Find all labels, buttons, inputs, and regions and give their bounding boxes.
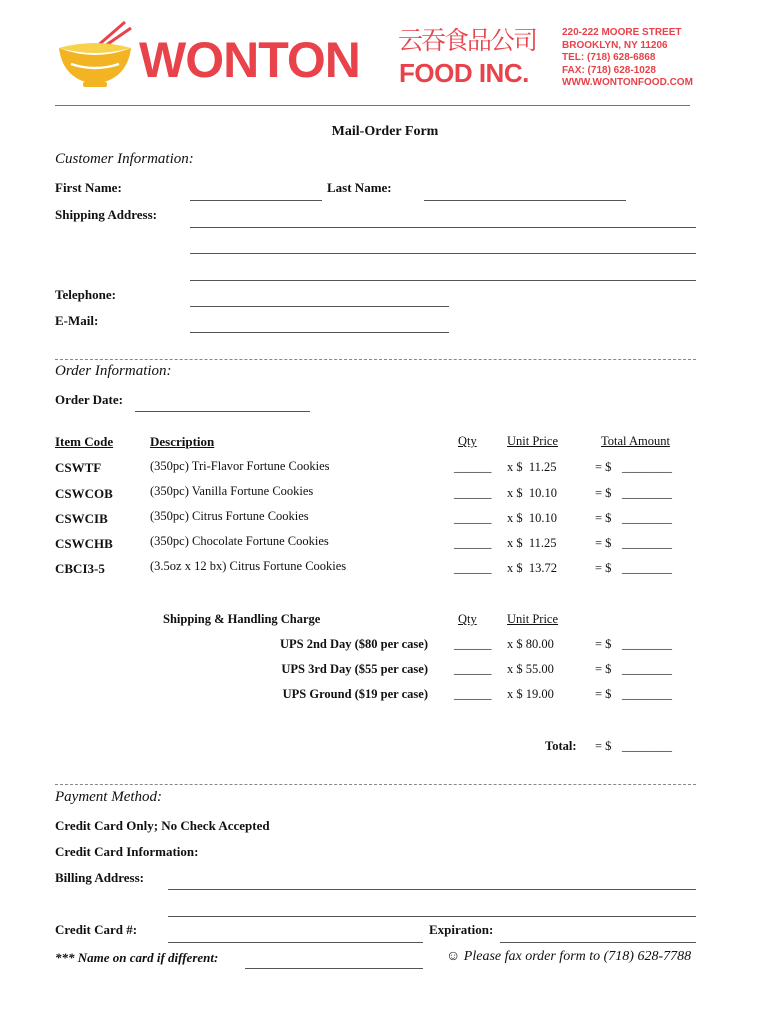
- address-city: BROOKLYN, NY 11206: [562, 39, 668, 51]
- item-qty-field[interactable]: ______: [454, 511, 492, 525]
- total-label: Total:: [545, 739, 577, 753]
- item-code: CSWCIB: [55, 511, 108, 526]
- item-unit-price: x $ 11.25: [507, 460, 557, 474]
- total-equals: = $: [595, 739, 612, 753]
- email-field[interactable]: [190, 332, 449, 333]
- item-equals: = $: [595, 486, 612, 500]
- shipping-total-field[interactable]: ________: [622, 687, 672, 701]
- order-date-field[interactable]: [135, 411, 310, 412]
- item-equals: = $: [595, 460, 612, 474]
- header-divider: [55, 105, 690, 106]
- shipping-unit-price: x $ 19.00: [507, 687, 554, 701]
- credit-card-number-label: Credit Card #:: [55, 922, 138, 937]
- shipping-label: UPS Ground ($19 per case): [282, 687, 428, 701]
- item-description: (350pc) Chocolate Fortune Cookies: [150, 534, 329, 548]
- logo-text: WONTON: [139, 32, 360, 88]
- item-unit-price: x $ 10.10: [507, 511, 557, 525]
- column-qty: Qty: [458, 434, 477, 448]
- item-description: (350pc) Tri-Flavor Fortune Cookies: [150, 459, 330, 473]
- shipping-total-field[interactable]: ________: [622, 637, 672, 651]
- item-total-field[interactable]: ________: [622, 460, 672, 474]
- item-description: (350pc) Vanilla Fortune Cookies: [150, 484, 314, 498]
- order-heading: Order Information:: [55, 363, 172, 379]
- shipping-qty-field[interactable]: ______: [454, 662, 492, 676]
- address-web: WWW.WONTONFOOD.COM: [562, 77, 693, 88]
- item-qty-field[interactable]: ______: [454, 486, 492, 500]
- item-qty-field[interactable]: ______: [454, 561, 492, 575]
- company-address: [562, 27, 702, 90]
- item-unit-price: x $ 11.25: [507, 536, 557, 550]
- payment-heading: Payment Method:: [55, 789, 163, 805]
- billing-address-field-2[interactable]: [168, 916, 696, 917]
- column-item-code: Item Code: [55, 434, 114, 449]
- shipping-address-field-1[interactable]: [190, 227, 696, 228]
- item-equals: = $: [595, 561, 612, 575]
- fax-note: ☺ Please fax order form to (718) 628-7788: [446, 949, 692, 964]
- shipping-unit-price: x $ 55.00: [507, 662, 554, 676]
- expiration-field[interactable]: [500, 942, 696, 943]
- logo: [55, 18, 555, 90]
- shipping-equals: = $: [595, 637, 612, 651]
- item-equals: = $: [595, 511, 612, 525]
- shipping-heading: Shipping & Handling Charge: [163, 612, 321, 626]
- credit-card-info-label: Credit Card Information:: [55, 844, 199, 859]
- billing-address-field-1[interactable]: [168, 889, 696, 890]
- item-code: CSWCOB: [55, 486, 113, 501]
- column-unit-price: Unit Price: [507, 434, 559, 448]
- shipping-address-label: Shipping Address:: [55, 207, 158, 222]
- item-code: CSWCHB: [55, 536, 113, 551]
- shipping-qty-header: Qty: [458, 612, 477, 626]
- address-street: 220-222 MOORE STREET: [562, 27, 682, 38]
- name-on-card-field[interactable]: [245, 968, 423, 969]
- chinese-name: 云吞食品公司: [398, 26, 537, 55]
- shipping-equals: = $: [595, 662, 612, 676]
- shipping-address-field-2[interactable]: [190, 253, 696, 254]
- last-name-field[interactable]: [424, 200, 626, 201]
- section-divider: [55, 784, 696, 785]
- item-code: CBCI3-5: [55, 561, 105, 576]
- item-total-field[interactable]: ________: [622, 536, 672, 550]
- bowl-logo-icon: [55, 18, 135, 90]
- item-description: (350pc) Citrus Fortune Cookies: [150, 509, 309, 523]
- address-tel: TEL: (718) 628-6868: [562, 52, 656, 63]
- item-total-field[interactable]: ________: [622, 486, 672, 500]
- shipping-label: UPS 2nd Day ($80 per case): [279, 637, 428, 651]
- shipping-qty-field[interactable]: ______: [454, 637, 492, 651]
- item-code: CSWTF: [55, 460, 102, 475]
- section-divider: [55, 359, 696, 360]
- credit-card-number-field[interactable]: [168, 942, 423, 943]
- item-qty-field[interactable]: ______: [454, 460, 492, 474]
- first-name-field[interactable]: [190, 200, 322, 201]
- telephone-field[interactable]: [190, 306, 449, 307]
- item-qty-field[interactable]: ______: [454, 536, 492, 550]
- item-unit-price: x $ 13.72: [507, 561, 557, 575]
- email-label: E-Mail:: [55, 313, 99, 328]
- shipping-label: UPS 3rd Day ($55 per case): [281, 662, 428, 676]
- form-title: Mail-Order Form: [331, 124, 439, 139]
- logo-sub: FOOD INC.: [399, 58, 529, 88]
- telephone-label: Telephone:: [55, 287, 116, 302]
- shipping-equals: = $: [595, 687, 612, 701]
- item-total-field[interactable]: ________: [622, 511, 672, 525]
- billing-address-label: Billing Address:: [55, 870, 144, 885]
- name-on-card-label: *** Name on card if different:: [55, 950, 219, 965]
- shipping-unit-price: x $ 80.00: [507, 637, 554, 651]
- item-unit-price: x $ 10.10: [507, 486, 557, 500]
- total-field[interactable]: ________: [622, 739, 672, 753]
- column-description: Description: [150, 434, 215, 449]
- item-description: (3.5oz x 12 bx) Citrus Fortune Cookies: [150, 559, 347, 573]
- shipping-address-field-3[interactable]: [190, 280, 696, 281]
- last-name-label: Last Name:: [327, 180, 392, 195]
- address-fax: FAX: (718) 628-1028: [562, 64, 656, 76]
- shipping-unit-header: Unit Price: [507, 612, 559, 626]
- shipping-total-field[interactable]: ________: [622, 662, 672, 676]
- item-total-field[interactable]: ________: [622, 561, 672, 575]
- column-total-amount: Total Amount: [601, 434, 670, 448]
- shipping-qty-field[interactable]: ______: [454, 687, 492, 701]
- item-equals: = $: [595, 536, 612, 550]
- expiration-label: Expiration:: [429, 922, 494, 937]
- order-date-label: Order Date:: [55, 392, 123, 407]
- payment-note: Credit Card Only; No Check Accepted: [55, 818, 270, 833]
- first-name-label: First Name:: [55, 180, 122, 195]
- customer-heading: Customer Information:: [55, 151, 194, 167]
